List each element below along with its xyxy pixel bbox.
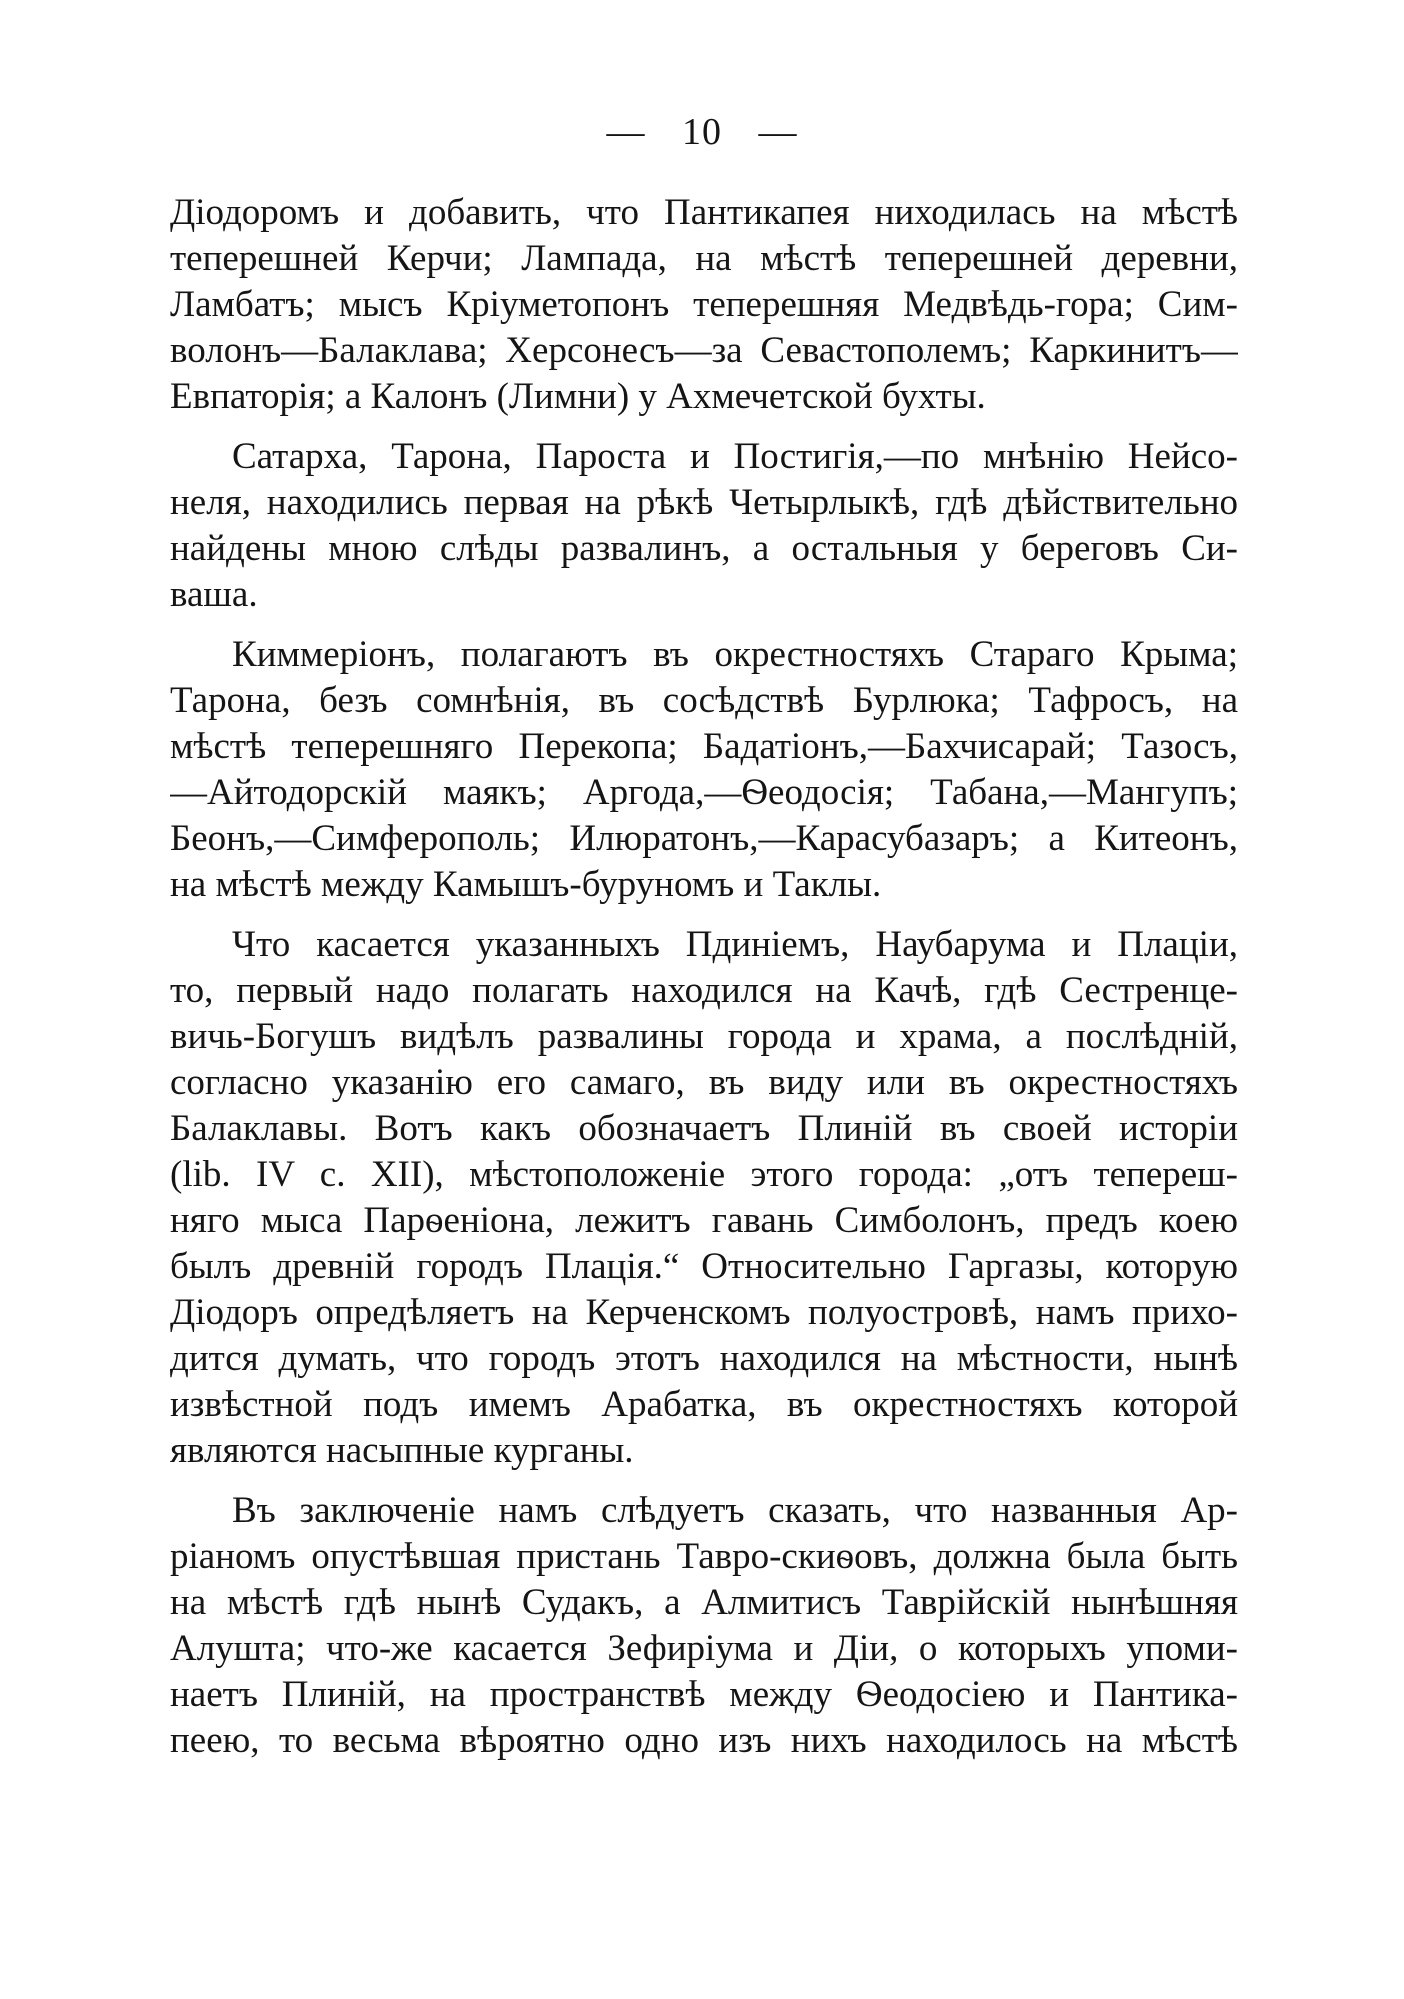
text-line: Тарона, безъ сомнѣнія, въ сосѣдствѣ Бурлюка; Тафросъ, на [170,680,1238,721]
text-line: Балаклавы. Вотъ какъ обозначаетъ Плиній въ своей исторіи [170,1108,1238,1149]
text-line: найдены мною слѣды развалинъ, а остальныя у береговъ Си- [170,528,1238,569]
paragraph-4 [170,922,1238,1474]
text-line: Евпаторія; а Калонъ (Лимни) у Ахмечетской бухты. [170,376,986,417]
text-line: Въ заключеніе намъ слѣдуетъ сказать, что названныя Ар- [232,1490,1238,1531]
paragraph-2 [170,434,1238,618]
text-line: вичь-Богушъ видѣлъ развалины города и храма, а послѣдній, [170,1016,1238,1057]
text-line: теперешней Керчи; Лампада, на мѣстѣ теперешней деревни, [170,238,1238,279]
text-line: Беонъ,—Симферополь; Илюратонъ,—Карасубазаръ; а Китеонъ, [170,818,1238,859]
text-line: на мѣстѣ гдѣ нынѣ Судакъ, а Алмитисъ Таврійскій нынѣшняя [170,1582,1238,1623]
text-line: Киммеріонъ, полагаютъ въ окрестностяхъ Стараго Крыма; [232,634,1238,675]
header-dash-left: — [606,111,646,153]
text-line: (lib. IV c. XII), мѣстоположеніе этого города: „отъ тепереш- [170,1154,1238,1195]
text-line: Діодоръ опредѣляетъ на Керченскомъ полуостровѣ, намъ прихо- [170,1292,1238,1333]
text-line: являются насыпные курганы. [170,1430,634,1471]
text-line: Алушта; что-же касается Зефиріума и Діи, о которыхъ упоми- [170,1628,1238,1669]
text-line: Сатарха, Тарона, Пароста и Постигія,—по мнѣнію Нейсо- [232,436,1238,477]
text-line: Что касается указанныхъ Пдиніемъ, Наубарума и Плаціи, [232,924,1238,965]
text-line: на мѣстѣ между Камышъ-буруномъ и Таклы. [170,864,882,905]
text-line: мѣстѣ теперешняго Перекопа; Бадатіонъ,—Бахчисарай; Тазосъ, [170,726,1238,767]
text-line: ріаномъ опустѣвшая пристань Тавро-скиѳовъ, должна была быть [170,1536,1238,1577]
paragraph-5 [170,1488,1238,1764]
paragraph-1 [170,190,1238,420]
body-text [170,190,1238,1778]
paragraph-3 [170,632,1238,908]
text-line: былъ древній городъ Плація.“ Относительно Гаргазы, которую [170,1246,1238,1287]
text-line: то, первый надо полагать находился на Качѣ, гдѣ Сестренце- [170,970,1238,1011]
text-line: пеею, то весьма вѣроятно одно изъ нихъ находилось на мѣстѣ [170,1720,1238,1761]
text-line: наетъ Плиній, на пространствѣ между Ѳеодосіею и Пантика- [170,1674,1238,1715]
page-number: 10 [682,111,722,153]
text-line: согласно указанію его самаго, въ виду или въ окрестностяхъ [170,1062,1238,1103]
text-line: —Айтодорскій маякъ; Аргода,—Ѳеодосія; Табана,—Мангупъ; [170,772,1238,813]
text-line: няго мыса Парѳеніона, лежитъ гавань Симболонъ, предъ коею [170,1200,1238,1241]
page-header [0,110,1404,154]
text-line: извѣстной подъ имемъ Арабатка, въ окрестностяхъ которой [170,1384,1238,1425]
text-line: дится думать, что городъ этотъ находился на мѣстности, нынѣ [170,1338,1238,1379]
text-line: волонъ—Балаклава; Херсонесъ—за Севастополемъ; Каркинитъ— [170,330,1238,371]
text-line: ваша. [170,574,258,615]
text-line: неля, находились первая на рѣкѣ Четырлыкѣ, гдѣ дѣйствительно [170,482,1238,523]
text-line: Діодоромъ и добавить, что Пантикапея ниходилась на мѣстѣ [170,192,1238,233]
text-line: Ламбатъ; мысъ Кріуметопонъ теперешняя Медвѣдь-гора; Сим- [170,284,1238,325]
header-dash-right: — [758,111,798,153]
